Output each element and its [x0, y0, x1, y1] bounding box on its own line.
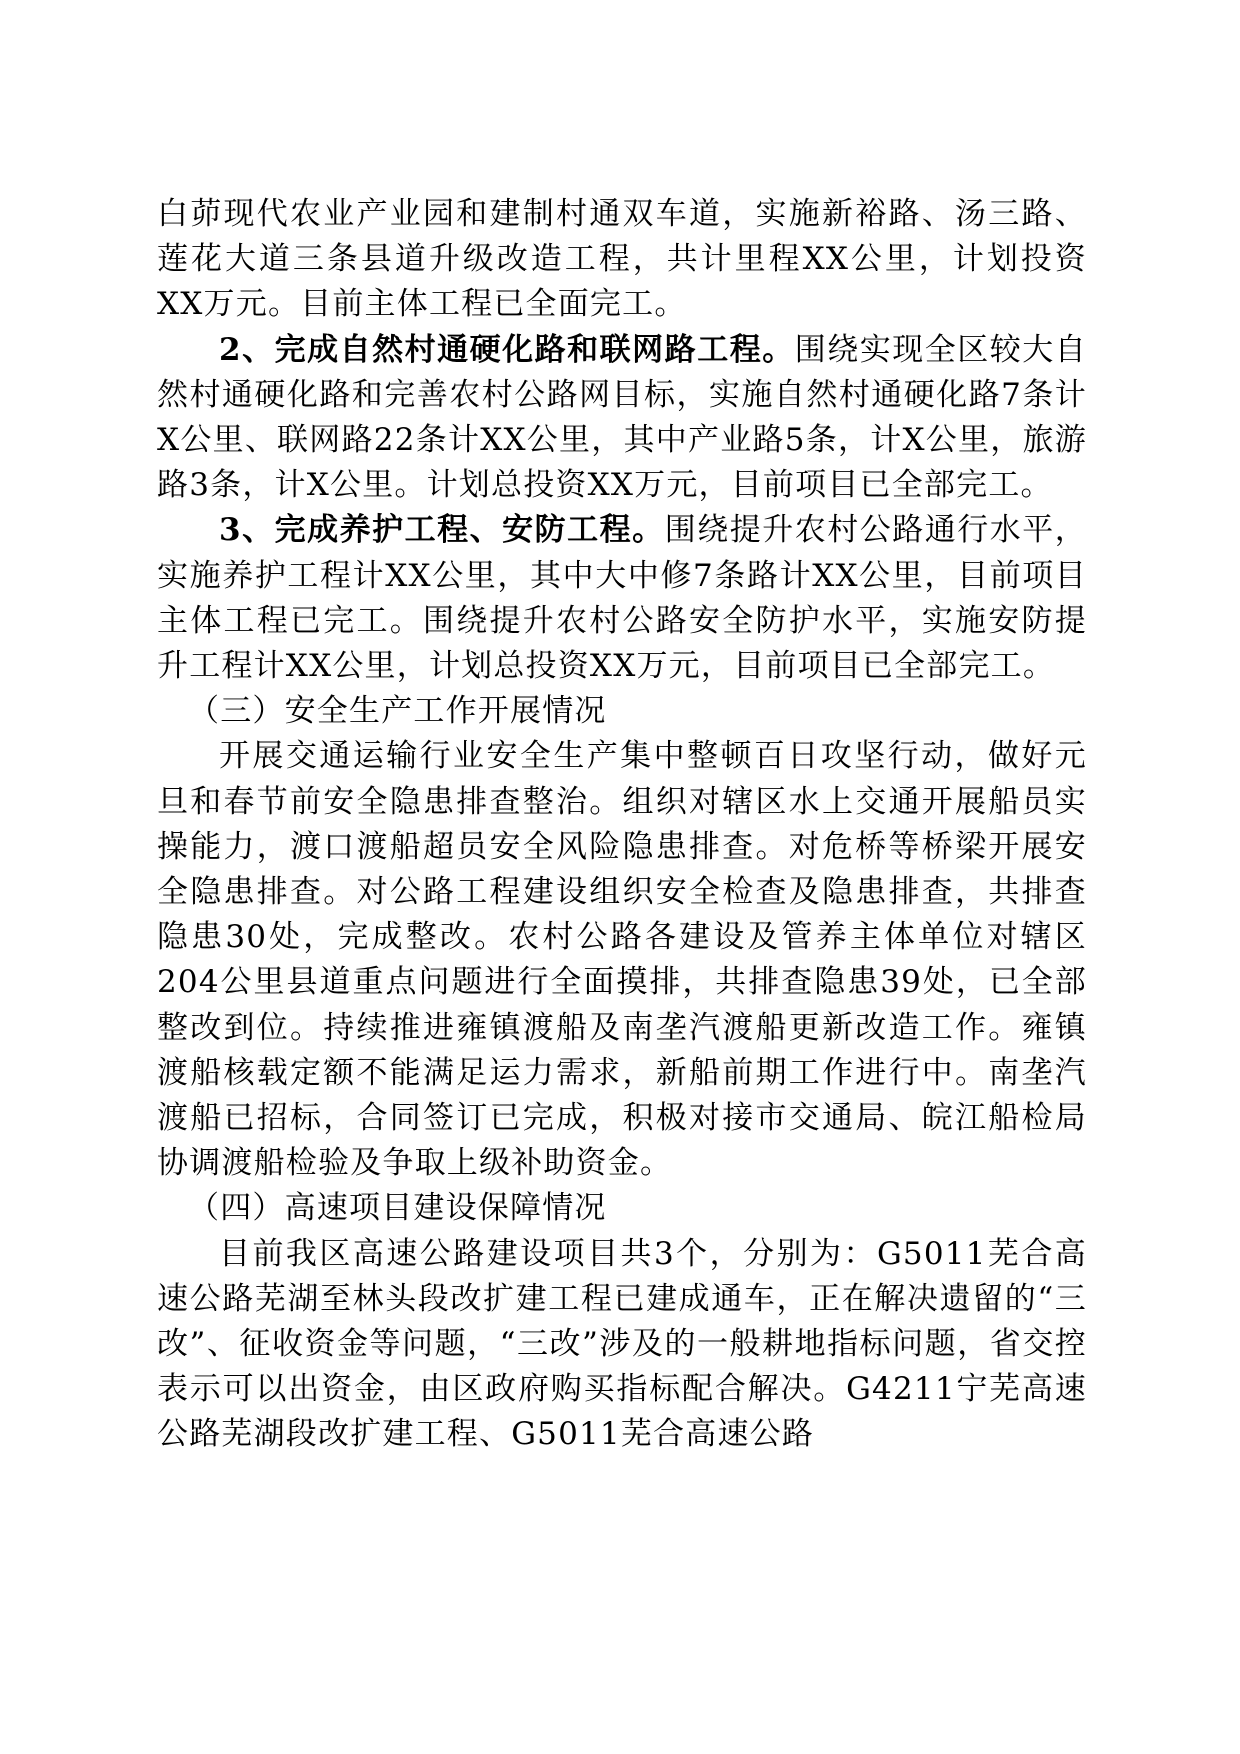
section-heading-3: （三）安全生产工作开展情况 [188, 693, 607, 730]
item-2-text: 围绕实现全区较大自然村通硬化路和完善农村公路网目标，实施自然村通硬化路7条计X公里、联网路22条计XX公里，其中产业路5条，计X公里，旅游路3条，计X公里。计划总投资XX万元，目前项目已全部完工。 [157, 331, 1087, 504]
paragraph-item-3 [157, 508, 1087, 689]
paragraph-safety: 开展交通运输行业安全生产集中整顿百日攻坚行动，做好元旦和春节前安全隐患排查整治。组织对辖区水上交通开展船员实操能力，渡口渡船超员安全风险隐患排查。对危桥等桥梁开展安全隐患排查。对公路工程建设组织安全检查及隐患排查，共排查隐患30处，完成整改。农村公路各建设及管养主体单位对辖区204公里县道重点问题进行全面摸排，共排查隐患39处，已全部整改到位。持续推进雍镇渡船及南垄汽渡船更新改造工作。雍镇渡船核载定额不能满足运力需求，新船前期工作进行中。南垄汽渡船已招标，合同签订已完成，积极对接市交通局、皖江船检局协调渡船检验及争取上级补助资金。 [157, 738, 1087, 1182]
item-2-heading: 2、完成自然村通硬化路和联网路工程。 [219, 331, 795, 368]
item-3-heading: 3、完成养护工程、安防工程。 [219, 512, 665, 549]
item-3-text: 围绕提升农村公路通行水平，实施养护工程计XX公里，其中大中修7条路计XX公里，目前项目主体工程已完工。围绕提升农村公路安全防护水平，实施安防提升工程计XX公里，计划总投资XX万元，目前项目已全部完工。 [157, 512, 1087, 685]
paragraph-highway: 目前我区高速公路建设项目共3个，分别为：G5011芜合高速公路芜湖至林头段改扩建工程已建成通车，正在解决遗留的“三改”、征收资金等问题，“三改”涉及的一般耕地指标问题，省交控表示可以出资金，由区政府购买指标配合解决。G4211宁芜高速公路芜湖段改扩建工程、G5011芜合高速公路 [157, 1235, 1087, 1453]
paragraph-item-2 [157, 328, 1087, 509]
document-body [157, 192, 1087, 1458]
paragraph-continued: 白茆现代农业产业园和建制村通双车道，实施新裕路、汤三路、莲花大道三条县道升级改造工程，共计里程XX公里，计划投资XX万元。目前主体工程已全面完工。 [157, 196, 1087, 323]
section-heading-4: （四）高速项目建设保障情况 [188, 1190, 607, 1227]
